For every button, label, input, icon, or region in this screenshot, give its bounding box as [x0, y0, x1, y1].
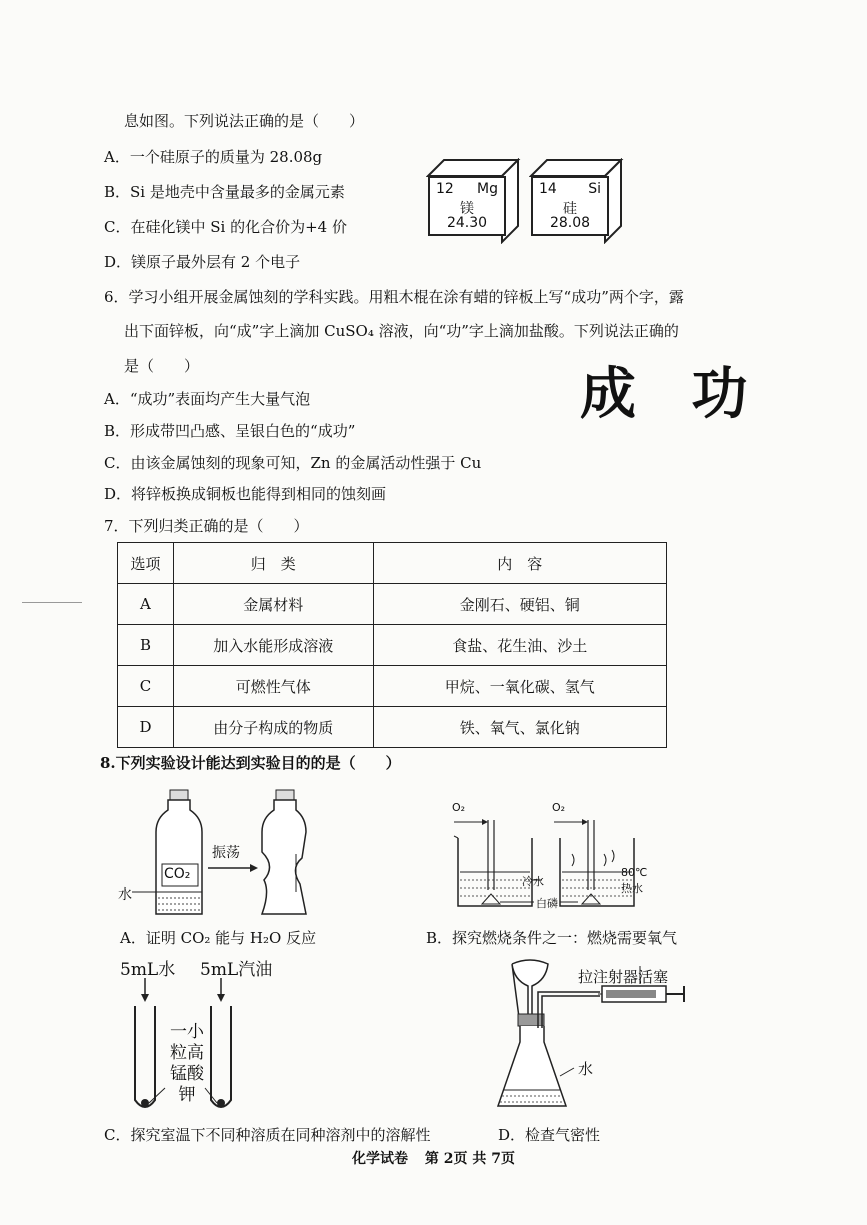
fig-b-caption: B．探究燃烧条件之一：燃烧需要氧气 — [426, 929, 678, 947]
table-row — [118, 666, 667, 707]
q6-line-2: 出下面锌板，向“成”字上滴加 CuSO₄ 溶液，向“功”字上滴加盐酸。下列说法正确的 — [124, 322, 679, 340]
header-content: 内 容 — [373, 543, 666, 584]
table-row — [118, 625, 667, 666]
q5-option-c: C．在硅化镁中 Si 的化合价为+4 价 — [104, 218, 347, 236]
fig-c-caption: C．探究室温下不同种溶质在同种溶剂中的溶解性 — [104, 1126, 431, 1144]
solute-line-3: 锰酸 — [170, 1064, 204, 1084]
row-a-content: 金刚石、硬铝、铜 — [373, 584, 666, 625]
fig-a-water-label: 水 — [118, 887, 132, 903]
q5-stem-tail: 息如图。下列说法正确的是（ ） — [124, 112, 365, 130]
fig-b-o2-right: O₂ — [552, 801, 566, 814]
q7-stem: 7．下列归类正确的是（ ） — [104, 517, 309, 535]
q6-line-1: 6．学习小组开展金属蚀刻的学科实践。用粗木棍在涂有蜡的锌板上写“成功”两个字，露 — [104, 288, 684, 306]
fig-b-white-phosphorus: 白磷 — [536, 897, 558, 910]
fig-a-caption: A．证明 CO₂ 能与 H₂O 反应 — [120, 929, 317, 947]
row-b-option: B — [118, 625, 174, 666]
tile-mg-mass: 24.30 — [446, 215, 488, 231]
fig-c-gasoline-label: 5mL汽油 — [200, 960, 273, 980]
q6-option-a: A．“成功”表面均产生大量气泡 — [104, 390, 311, 408]
handwriting-chenggong: 成 功 — [580, 361, 766, 427]
table-row — [118, 707, 667, 748]
row-c-option: C — [118, 666, 174, 707]
fig-a-shake-label: 振荡 — [212, 845, 240, 861]
solute-line-2: 粒高 — [170, 1043, 204, 1063]
tile-si-name: 硅 — [563, 201, 577, 217]
q6-option-c: C．由该金属蚀刻的现象可知，Zn 的金属活动性强于 Cu — [104, 454, 482, 472]
fig-b-o2-left: O₂ — [452, 801, 466, 814]
tile-si-mass: 28.08 — [549, 215, 591, 231]
margin-mark — [22, 602, 82, 603]
tile-mg-name: 镁 — [460, 201, 474, 217]
fig-d-syringe-label: 拉注射器活塞 — [578, 968, 669, 986]
figure-b-beakers — [448, 800, 678, 912]
header-category: 归 类 — [173, 543, 373, 584]
fig-b-hot-water: 热水 — [621, 882, 643, 895]
footer-subject: 化学试卷 — [352, 1151, 408, 1167]
fig-c-water-label: 5mL水 — [120, 960, 176, 980]
fig-d-caption: D．检查气密性 — [498, 1126, 601, 1144]
figure-a-bottles — [110, 788, 310, 918]
q5-option-d: D．镁原子最外层有 2 个电子 — [104, 253, 301, 271]
fig-b-80c: 80℃ — [621, 866, 648, 879]
q5-option-b: B．Si 是地壳中含量最多的金属元素 — [104, 183, 345, 201]
element-tile-si — [531, 176, 609, 236]
q5-option-a: A．一个硅原子的质量为 28.08g — [104, 148, 323, 166]
q6-option-b: B．形成带凹凸感、呈银白色的“成功” — [104, 422, 356, 440]
tile-mg-number: 12 — [436, 181, 454, 197]
classification-table — [117, 542, 667, 748]
row-a-option: A — [118, 584, 174, 625]
row-d-option: D — [118, 707, 174, 748]
page-footer — [0, 1148, 867, 1168]
solute-line-4: 钾 — [178, 1085, 196, 1105]
q8-stem: 8.下列实验设计能达到实验目的的是（ ） — [100, 754, 401, 772]
row-c-category: 可燃性气体 — [173, 666, 373, 707]
row-d-category: 由分子构成的物质 — [173, 707, 373, 748]
tile-mg-symbol: Mg — [477, 181, 498, 197]
fig-b-cold-water: 冷水 — [522, 875, 544, 888]
fig-c-solute-label — [166, 1022, 208, 1106]
row-b-content: 食盐、花生油、沙土 — [373, 625, 666, 666]
element-tile-mg — [428, 176, 506, 236]
header-option: 选项 — [118, 543, 174, 584]
table-header-row — [118, 543, 667, 584]
row-d-content: 铁、氧气、氯化钠 — [373, 707, 666, 748]
tile-si-symbol: Si — [588, 181, 601, 197]
row-c-content: 甲烷、一氧化碳、氢气 — [373, 666, 666, 707]
row-b-category: 加入水能形成溶液 — [173, 625, 373, 666]
fig-a-co2-label: CO₂ — [164, 866, 191, 882]
table-row — [118, 584, 667, 625]
solute-line-1: 一小 — [170, 1022, 204, 1042]
fig-d-water-label: 水 — [578, 1060, 594, 1078]
row-a-category: 金属材料 — [173, 584, 373, 625]
footer-page: 第 2页 共 7页 — [424, 1151, 515, 1167]
q6-line-3: 是（ ） — [124, 357, 200, 375]
q6-option-d: D．将锌板换成铜板也能得到相同的蚀刻画 — [104, 485, 387, 503]
tile-si-number: 14 — [539, 181, 557, 197]
